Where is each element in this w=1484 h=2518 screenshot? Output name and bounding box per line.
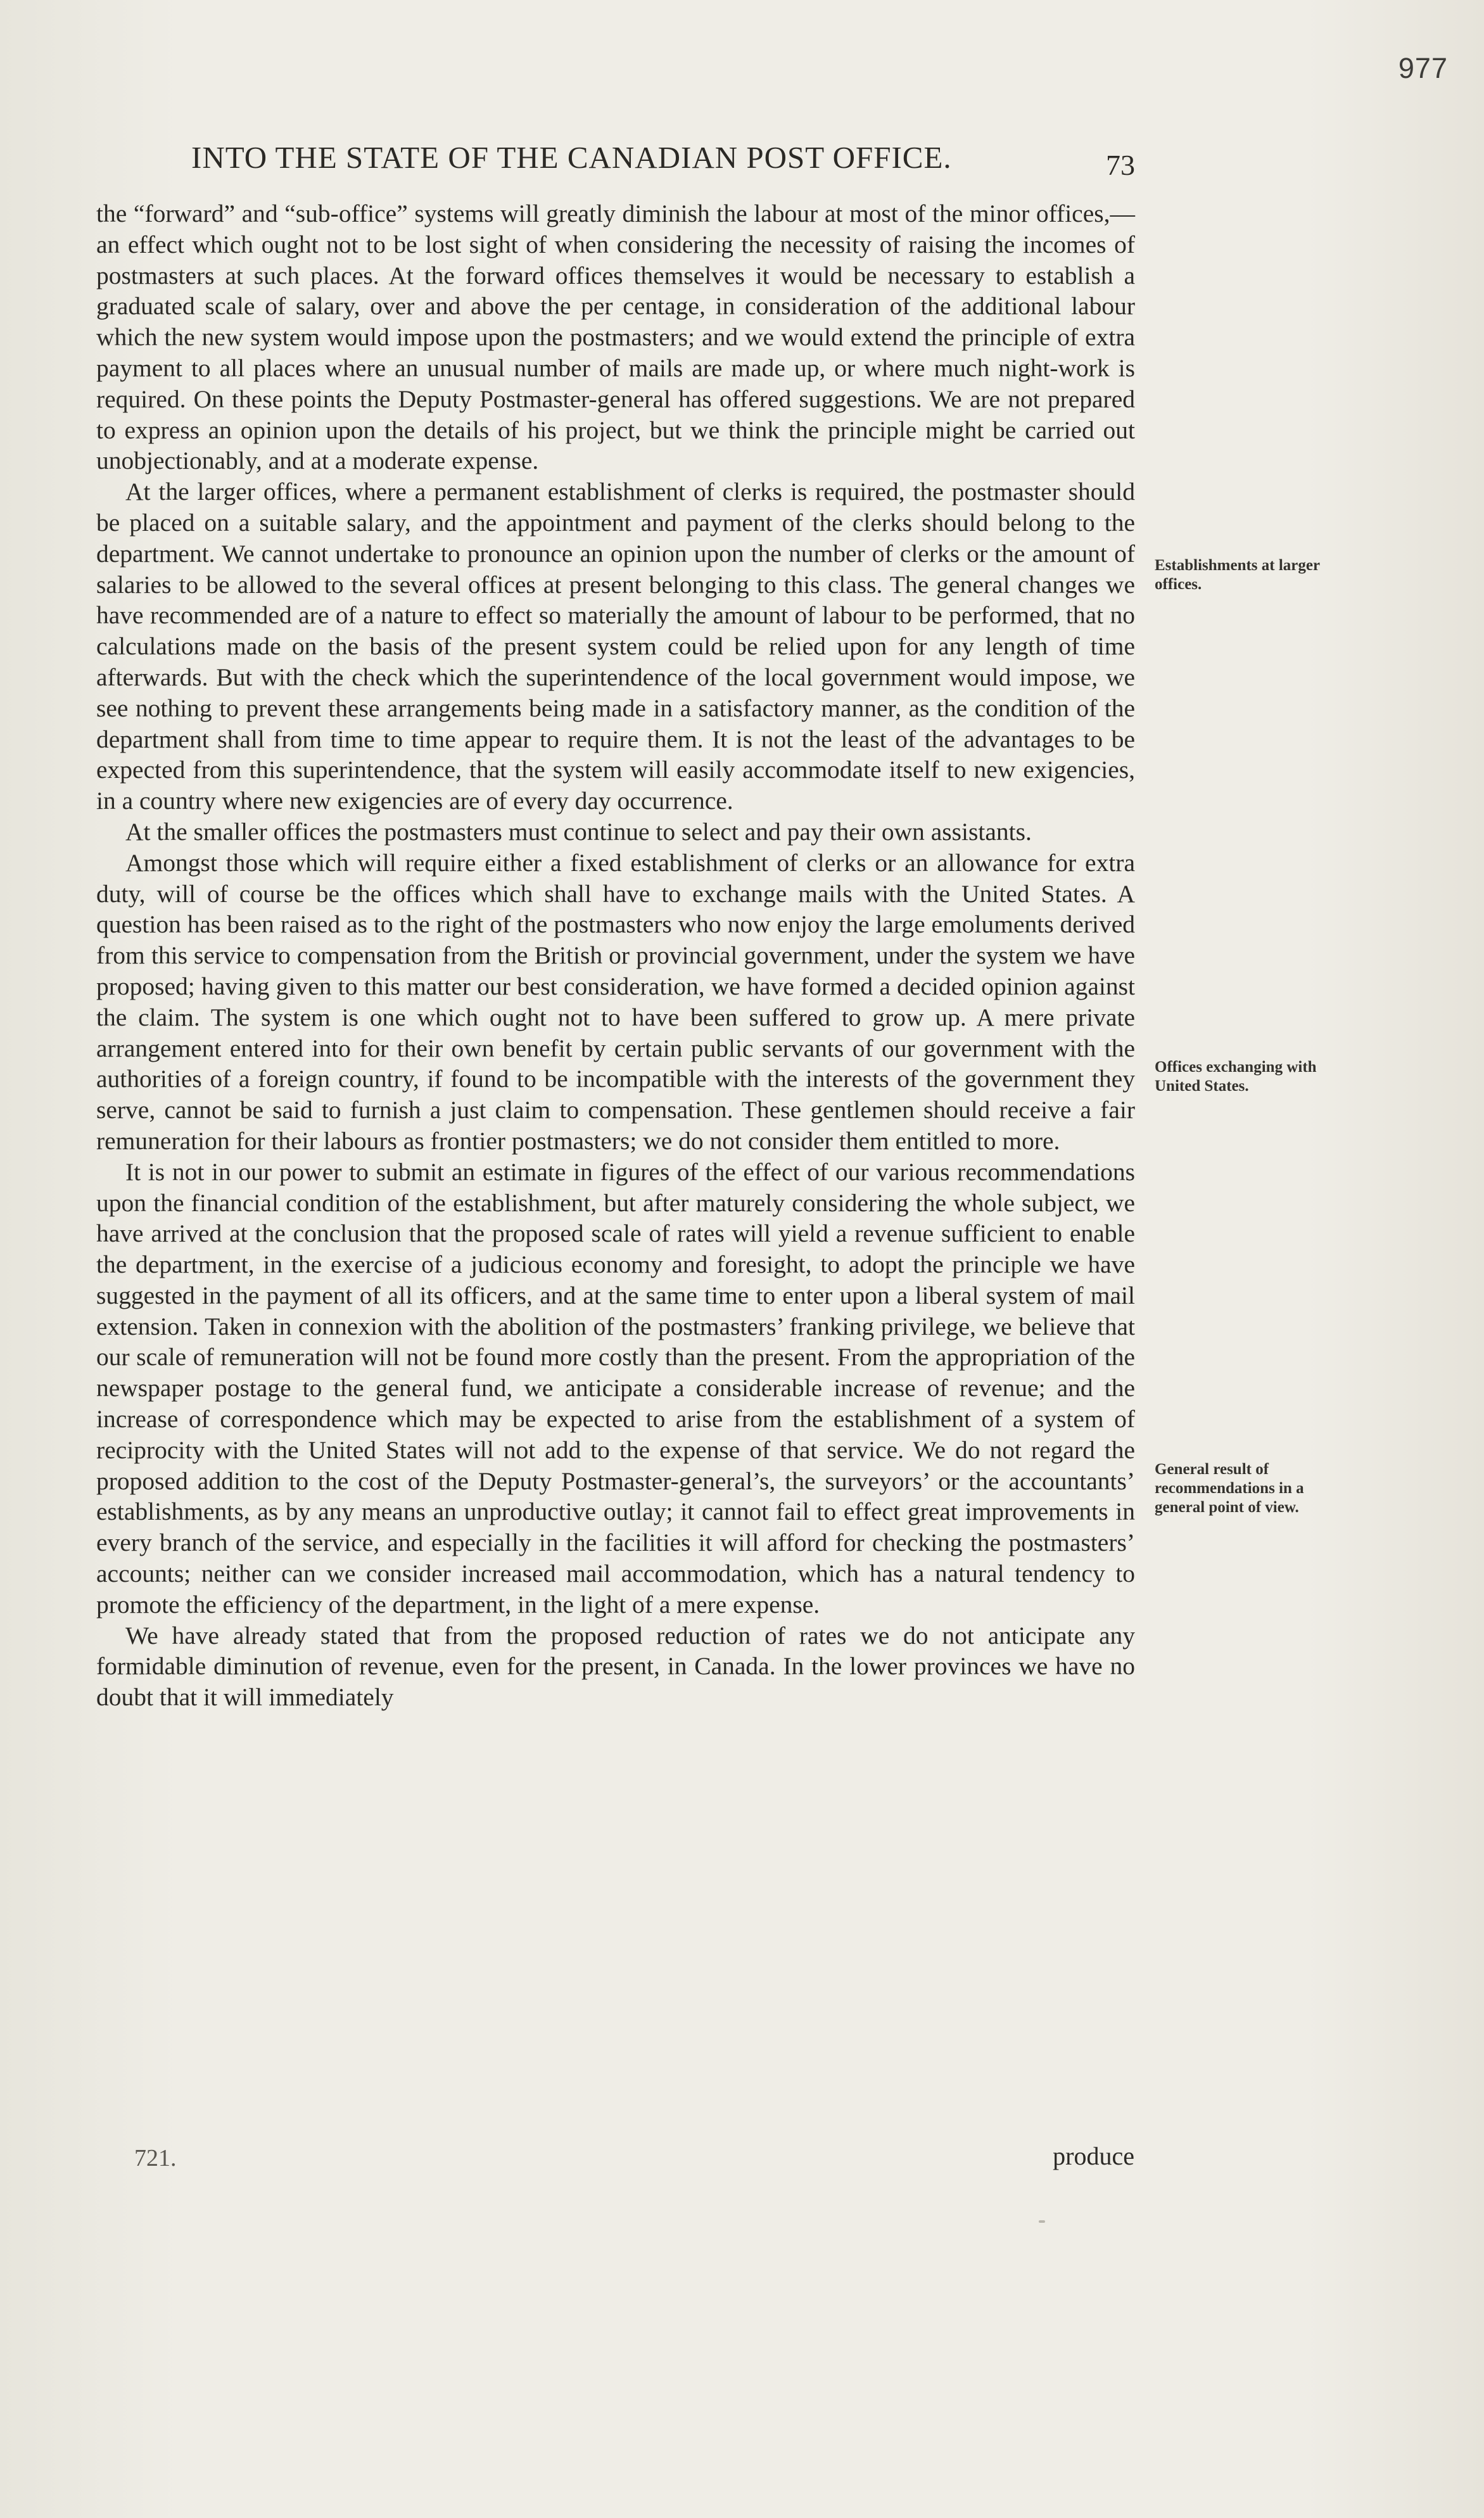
signature-mark: 721.	[134, 2145, 177, 2171]
paragraph: At the larger offices, where a permanent establishment of clerks is required, the postmaster should be placed on a suitable salary, and the appointment and payment of the clerks should belong to the department. We cannot undertake to pronounce an opinion upon the number of clerks or the amount of salaries to be allowed to the several offices at present belonging to this class. The general changes we have recommended are of a nature to effect so materially the amount of labour to be performed, that no calculations made on the basis of the present system could be relied upon for any length of time afterwards. But with the check which the superintendence of the local government would impose, we see nothing to prevent these arrangements being made in a satisfactory manner, as the condition of the department shall from time to time appear to require them. It is not the least of the advantages to be expected from this superintendence, that the system will easily accommodate itself to new exigencies, in a country where new exigencies are of every day occurrence.	[96, 478, 1135, 815]
margin-note: General result of recommendations in a general point of view.	[1155, 1461, 1304, 1516]
paragraph: the “forward” and “sub-office” systems will greatly diminish the labour at most of the minor offices,—an effect which ought not to be lost sight of when considering the necessity of raising the incomes of postmasters at such places. At the forward offices themselves it would be necessary to establish a graduated scale of salary, over and above the per centage, in consideration of the additional labour which the new system would impose upon the postmasters; and we would extend the principle of extra payment to all places where an unusual number of mails are made up, or where much night-work is required. On these points the Deputy Postmaster-general has offered suggestions. We are not prepared to express an opinion upon the details of his project, but we think the principle might be carried out unobjectionably, and at a moderate expense.	[96, 200, 1135, 475]
paragraph: Amongst those which will require either a fixed establishment of clerks or an allowance for extra duty, will of course be the offices which shall have to exchange mails with the United States. A question has been raised as to the right of the postmasters who now enjoy the large emoluments derived from this service to compensation from the British or provincial government, under the system we have proposed; having given to this matter our best consideration, we have formed a decided opinion against the claim. The system is one which ought not to have been suffered to grow up. A mere private arrangement entered into for their own benefit by certain public servants of our government with the authorities of a foreign country, if found to be incompatible with the interests of the government they serve, cannot be said to furnish a just claim to compensation. These gentlemen should receive a fair remuneration for their labours as frontier postmasters; we do not consider them entitled to more.	[96, 848, 1135, 1155]
paragraph: We have already stated that from the proposed reduction of rates we do not anticipate any formidable diminution of revenue, even for the present, in Canada. In the lower provinces we have no doubt that it will immediately	[96, 1621, 1135, 1712]
paragraph: At the smaller offices the postmasters must continue to select and pay their own assistants.	[125, 817, 1032, 846]
paragraph: It is not in our power to submit an estimate in figures of the effect of our various recommendations upon the financial condition of the establishment, but after maturely considering the whole subject, we have arrived at the conclusion that the proposed scale of rates will yield a revenue sufficient to enable the department, in the exercise of a judicious economy and foresight, to adopt the principle we have suggested in the payment of all its officers, and at the same time to enter upon a liberal system of mail extension. Taken in connexion with the abolition of the postmasters’ franking privilege, we believe that our scale of remuneration will not be found more costly than the present. From the appropriation of the newspaper postage to the general fund, we anticipate a considerable increase of revenue; and the increase of correspondence which may be expected to arise from the establishment of a system of reciprocity with the United States will not add to the expense of that service. We do not regard the proposed addition to the cost of the Deputy Postmaster-general’s, the surveyors’ or the accountants’ establishments, as by any means an unproductive outlay; it cannot fail to effect great improvements in every branch of the service, and especially in the facilities it will afford for checking the postmasters’ accounts; neither can we consider increased mail accommodation, which has a natural tendency to promote the efficiency of the department, in the light of a mere expense.	[96, 1157, 1135, 1618]
running-head	[191, 139, 1135, 184]
body-text	[96, 198, 1135, 1713]
catchword: produce	[1053, 2142, 1134, 2170]
margin-note: Establishments at larger offices.	[1155, 557, 1320, 593]
archive-page-number: 977	[1398, 52, 1448, 84]
page-number: 73	[1106, 149, 1135, 181]
paper-speck	[1039, 2220, 1045, 2223]
running-title: INTO THE STATE OF THE CANADIAN POST OFFICE.	[191, 140, 952, 175]
margin-note: Offices exchanging with United States.	[1155, 1059, 1317, 1095]
